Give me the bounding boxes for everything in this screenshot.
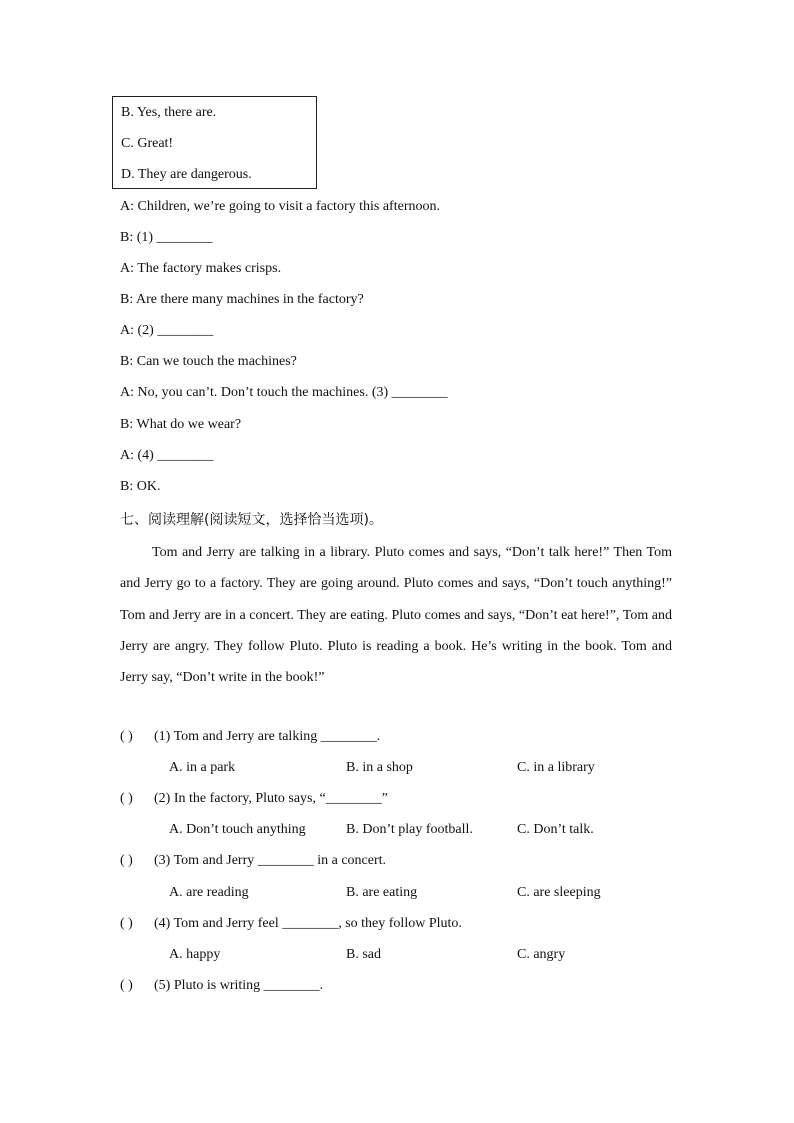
answer-paren[interactable]: ( ): [120, 791, 133, 806]
dialogue-line-6: B: Can we touch the machines?: [120, 354, 297, 369]
dialogue-line-9: A: (4) ________: [120, 448, 214, 463]
q4-choice-a: A. happy: [169, 947, 221, 962]
reading-passage: Tom and Jerry are talking in a library. Pluto comes and says, “Don’t talk here!” Then Tom and Jerry go to a factory. They are going around. Pluto comes and says, “Don’t touch anything!” Tom and Jerry are in a concert. They are eating. Pluto comes and says, “Don’t eat here!”, Tom and Jerry are angry. They follow Pluto. Pluto is reading a book. He’s writing in the book. Tom and Jerry say, “Don’t write in the book!”: [120, 545, 672, 686]
question-text: (4) Tom and Jerry feel ________, so they follow Pluto.: [154, 916, 462, 931]
q3-choice-b: B. are eating: [346, 885, 418, 900]
answer-paren[interactable]: ( ): [120, 729, 133, 744]
question-text: (5) Pluto is writing ________.: [154, 978, 324, 993]
option-b: B. Yes, there are.: [121, 105, 217, 120]
dialogue-line-10: B: OK.: [120, 479, 161, 494]
answer-paren[interactable]: ( ): [120, 978, 133, 993]
q2-choice-c: C. Don’t talk.: [517, 822, 594, 837]
q1-choice-a: A. in a park: [169, 760, 236, 775]
answer-paren[interactable]: ( ): [120, 916, 133, 931]
question-4: [120, 916, 462, 932]
q1-choice-c: C. in a library: [517, 760, 595, 775]
dialogue-line-2: B: (1) ________: [120, 230, 213, 245]
q4-choice-c: C. angry: [517, 947, 566, 962]
q1-choice-b: B. in a shop: [346, 760, 413, 775]
question-text: (1) Tom and Jerry are talking ________.: [154, 729, 381, 744]
option-d: D. They are dangerous.: [121, 167, 252, 182]
dialogue-line-3: A: The factory makes crisps.: [120, 261, 282, 276]
dialogue-line-7: A: No, you can’t. Don’t touch the machines. (3) ________: [120, 385, 448, 400]
dialogue-line-4: B: Are there many machines in the factory?: [120, 292, 364, 307]
question-2: [120, 791, 388, 807]
question-text: (2) In the factory, Pluto says, “________”: [154, 791, 388, 806]
option-c: C. Great!: [121, 136, 174, 151]
q4-choice-b: B. sad: [346, 947, 381, 962]
question-5: [120, 978, 323, 994]
answer-options-box: [112, 96, 317, 189]
q3-choice-c: C. are sleeping: [517, 885, 601, 900]
answer-paren[interactable]: ( ): [120, 853, 133, 868]
q3-choice-a: A. are reading: [169, 885, 249, 900]
section-title: 七、阅读理解(阅读短文，选择恰当选项)。: [120, 512, 383, 528]
q2-choice-b: B. Don’t play football.: [346, 822, 473, 837]
question-3: [120, 853, 386, 869]
dialogue-line-8: B: What do we wear?: [120, 417, 242, 432]
dialogue-line-5: A: (2) ________: [120, 323, 214, 338]
question-1: [120, 729, 380, 745]
question-text: (3) Tom and Jerry ________ in a concert.: [154, 853, 387, 868]
q2-choice-a: A. Don’t touch anything: [169, 822, 306, 837]
dialogue-line-1: A: Children, we’re going to visit a factory this afternoon.: [120, 199, 440, 214]
